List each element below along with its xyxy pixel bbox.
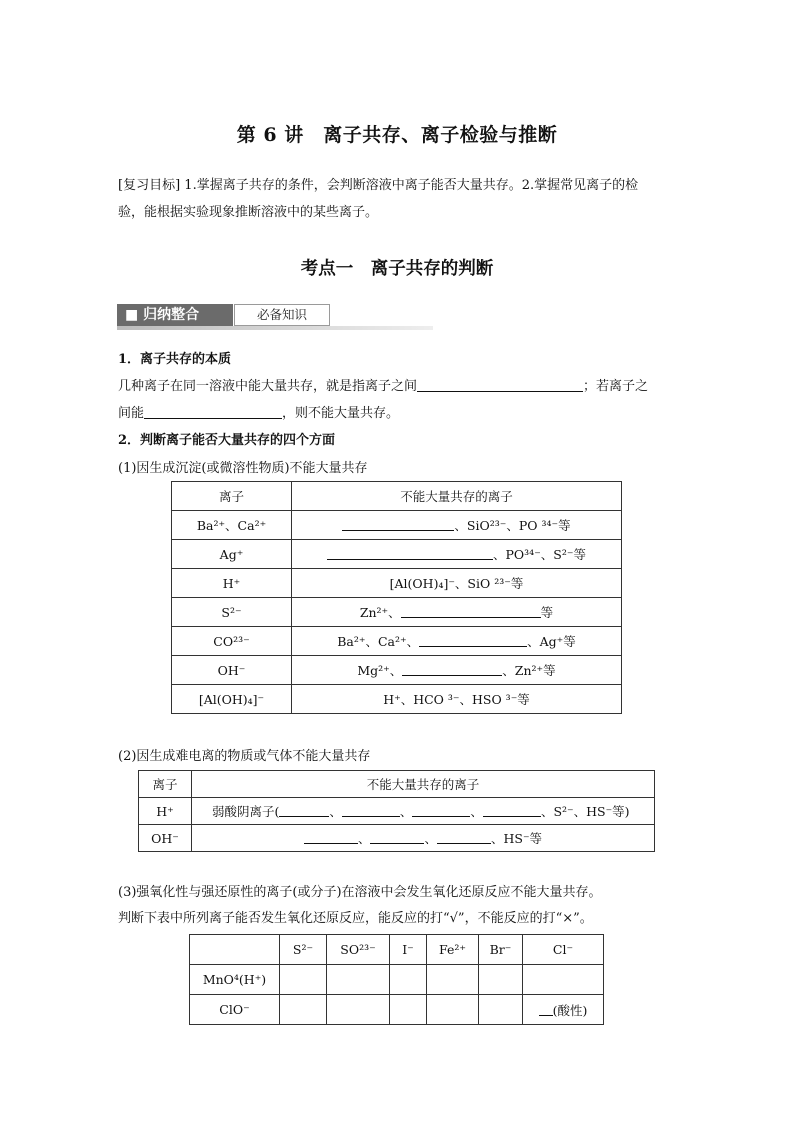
answer-cell[interactable] <box>427 995 479 1025</box>
precipitate-table <box>171 481 622 714</box>
answer-blank[interactable] <box>417 377 583 392</box>
table-row <box>172 540 622 569</box>
answer-cell[interactable] <box>280 995 327 1025</box>
answer-blank[interactable] <box>539 1003 553 1016</box>
cell-text: [Al(OH)₄]⁻、SiO ²³⁻等 <box>292 569 622 598</box>
ion-cell: [Al(OH)₄]⁻ <box>172 685 292 714</box>
table-header: Fe²⁺ <box>427 935 479 965</box>
table-header: 不能大量共存的离子 <box>292 482 622 511</box>
ion-cell: S²⁻ <box>172 598 292 627</box>
answer-blank[interactable] <box>437 831 491 844</box>
answer-cell[interactable] <box>479 965 523 995</box>
ion-cell: Ba²⁺、Ca²⁺ <box>172 511 292 540</box>
ion-cell: Ag⁺ <box>172 540 292 569</box>
cell-text: 弱酸阴离子( <box>212 804 280 819</box>
answer-cell[interactable] <box>327 965 390 995</box>
section-title: 考点一 离子共存的判断 <box>300 259 494 279</box>
answer-blank[interactable] <box>412 804 470 817</box>
table-header: 离子 <box>139 771 192 798</box>
table-row <box>172 569 622 598</box>
banner-knowledge-label: 必备知识 <box>234 304 330 326</box>
cell-text: 、Zn²⁺等 <box>502 663 556 678</box>
cell-text: Ba²⁺、Ca²⁺、 <box>337 634 420 649</box>
sub3-line2: 判断下表中所列离子能否发生氧化还原反应，能反应的打“√”，不能反应的打“×”。 <box>118 911 593 926</box>
table-row <box>172 685 622 714</box>
page-title: 第 6 讲 离子共存、离子检验与推断 <box>236 124 558 146</box>
table-header: 不能大量共存的离子 <box>192 771 655 798</box>
cell-text: 、PO³⁴⁻、S²⁻等 <box>493 547 586 562</box>
table-header <box>190 935 280 965</box>
cell-text: 、 <box>329 804 342 819</box>
table-header: SO²³⁻ <box>327 935 390 965</box>
answer-cell[interactable] <box>390 965 427 995</box>
table-header: S²⁻ <box>280 935 327 965</box>
answer-blank[interactable] <box>483 804 541 817</box>
ion-cell: CO²³⁻ <box>172 627 292 656</box>
answer-cell[interactable] <box>427 965 479 995</box>
answer-cell[interactable] <box>479 995 523 1025</box>
answer-blank[interactable] <box>342 518 454 531</box>
review-goal-text-2: 验，能根据实验现象推断溶液中的某些离子。 <box>118 205 379 220</box>
cell-text: 、 <box>424 831 437 846</box>
answer-blank[interactable] <box>327 547 493 560</box>
cell-text: 、 <box>357 831 371 846</box>
item1-line2-a: 间能 <box>118 406 145 421</box>
table-row <box>190 965 604 995</box>
answer-cell[interactable] <box>390 995 427 1025</box>
cell-text: 、HS⁻等 <box>490 831 543 846</box>
cell-text: 、 <box>470 804 483 819</box>
table-header: Br⁻ <box>479 935 523 965</box>
banner-underline <box>117 326 433 330</box>
answer-blank[interactable] <box>402 663 502 676</box>
answer-cell[interactable] <box>327 995 390 1025</box>
table-row <box>172 511 622 540</box>
redox-table <box>189 934 604 1025</box>
table-row <box>172 656 622 685</box>
banner-summary-label: ■ 归纳整合 <box>117 304 233 326</box>
section-banner <box>117 304 433 330</box>
cell-text: 、Ag⁺等 <box>527 634 576 649</box>
answer-blank[interactable] <box>304 831 358 844</box>
cell-text: 、 <box>399 804 413 819</box>
item1-line1-a: 几种离子在同一溶液中能大量共存，就是指离子之间 <box>118 379 418 394</box>
ion-cell: H⁺ <box>172 569 292 598</box>
cell-text: H⁺、HCO ³⁻、HSO ³⁻等 <box>292 685 622 714</box>
table-header: Cl⁻ <box>523 935 604 965</box>
cell-text: 等 <box>540 605 554 620</box>
row-label: ClO⁻ <box>190 995 280 1025</box>
answer-blank[interactable] <box>401 605 541 618</box>
answer-blank[interactable] <box>279 804 329 817</box>
answer-blank[interactable] <box>419 634 527 647</box>
answer-cell[interactable] <box>523 965 604 995</box>
table-row <box>172 598 622 627</box>
review-goal <box>118 172 684 226</box>
ion-cell: H⁺ <box>139 798 192 825</box>
item2-heading: 2．判断离子能否大量共存的四个方面 <box>118 433 336 448</box>
sub2-heading: (2)因生成难电离的物质或气体不能大量共存 <box>118 749 371 764</box>
answer-blank[interactable] <box>342 804 400 817</box>
table-header: I⁻ <box>390 935 427 965</box>
cell-text: 、S²⁻、HS⁻等) <box>540 804 630 819</box>
ion-cell: OH⁻ <box>139 825 192 852</box>
table-header: 离子 <box>172 482 292 511</box>
item1-line2-b: ，则不能大量共存。 <box>282 406 400 421</box>
row-label: MnO⁴(H⁺) <box>190 965 280 995</box>
weak-electrolyte-table <box>138 770 655 852</box>
cell-text: Mg²⁺、 <box>357 663 403 678</box>
cell-text: (酸性) <box>552 1002 588 1018</box>
item1-line2 <box>118 402 399 421</box>
table-row <box>190 995 604 1025</box>
cell-text: Zn²⁺、 <box>359 605 401 620</box>
table-row <box>139 798 655 825</box>
item1-heading: 1．离子共存的本质 <box>118 352 232 367</box>
review-goal-text-1: 1.掌握离子共存的条件，会判断溶液中离子能否大量共存。2.掌握常见离子的检 <box>184 178 639 193</box>
review-goal-tag: [复习目标] <box>118 178 181 193</box>
table-row <box>139 825 655 852</box>
sub3-line1: (3)强氧化性与强还原性的离子(或分子)在溶液中会发生氧化还原反应不能大量共存。 <box>118 885 602 900</box>
item1-line1-b: ；若离子之 <box>583 379 649 394</box>
item1-line1 <box>118 375 688 394</box>
table-row <box>172 627 622 656</box>
answer-cell[interactable] <box>280 965 327 995</box>
answer-blank[interactable] <box>370 831 424 844</box>
sub1-heading: (1)因生成沉淀(或微溶性物质)不能大量共存 <box>118 461 368 476</box>
answer-blank[interactable] <box>144 404 282 419</box>
ion-cell: OH⁻ <box>172 656 292 685</box>
cell-text: 、SiO²³⁻、PO ³⁴⁻等 <box>454 518 571 533</box>
